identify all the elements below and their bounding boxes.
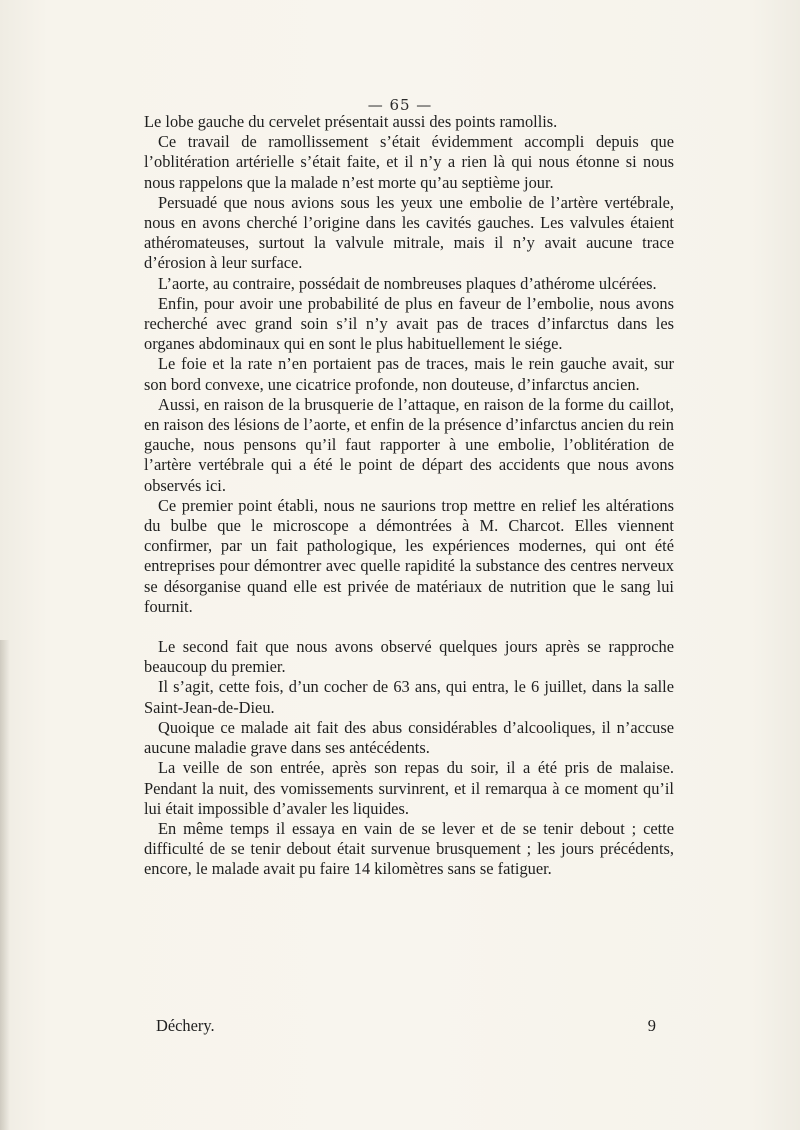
page-number: — 65 — (367, 96, 433, 114)
paragraph-alcohol-history: Quoique ce malade ait fait des abus considérables d’alcooliques, il n’accuse aucune maladie grave dans ses antécédents. (144, 717, 674, 758)
paragraph-liver-spleen: Le foie et la rate n’en portaient pas de traces, mais le rein gauche avait, sur son bord convexe, une cicatrice profonde, non douteuse, d’infarctus ancien. (144, 354, 674, 394)
paragraph-coachman: Il s’agit, cette fois, d’un cocher de 63 ans, qui entra, le 6 juillet, dans la salle Saint-Jean-de-Dieu. (144, 677, 674, 717)
paragraph-bulb-alterations: Ce premier point établi, nous ne saurions trop mettre en relief les altérations du bulbe que le microscope a démontrées à M. Charcot. Elles viennent confirmer, par un fait pathologique, les expériences modernes, qui ont été entreprises pour démontrer avec quelle rapidité la substance des centres nerveux se désorganise quand elle est privée de matériaux de nutrition que le sang lui fournit. (144, 495, 674, 616)
paragraph-infarctus-search: Enfin, pour avoir une probabilité de plus en faveur de l’embolie, nous avons recherché avec grand soin s’il n’y avait pas de traces d’infarctus dans les organes abdominaux qui en sont le plus habituellement le siége. (144, 293, 674, 354)
paragraph-aorta: L’aorte, au contraire, possédait de nombreuses plaques d’athérome ulcérées. (158, 273, 657, 293)
footer-author: Déchery. (156, 1016, 215, 1035)
paragraph-standing-difficulty: En même temps il essaya en vain de se lever et de se tenir debout ; cette difficulté de se tenir debout était survenue brusquement ; les jours précédents, encore, le malade avait pu faire 14 kilomètres sans se fatiguer. (144, 818, 674, 879)
body-text (144, 112, 674, 880)
paragraph-embolism-origin: Persuadé que nous avions sous les yeux une embolie de l’artère vertébrale, nous en avons cherché l’origine dans les cavités gauches. Les valvules étaient athéromateuses, surtout la valvule mitrale, mais il n’y avait aucune trace d’érosion à leur surface. (144, 192, 674, 273)
paragraph-second-case: Le second fait que nous avons observé quelques jours après se rapproche beaucoup du premier. (144, 637, 674, 677)
paragraph-cerebellum: Le lobe gauche du cervelet présentait aussi des points ramollis. (144, 112, 558, 131)
page-edge-shadow (0, 640, 10, 1130)
page-footer (156, 1016, 656, 1038)
footer-signature-mark: 9 (647, 1016, 656, 1035)
paragraph-conclusion-embolism: Aussi, en raison de la brusquerie de l’attaque, en raison de la forme du caillot, en raison des lésions de l’aorte, et enfin de la présence d’infarctus ancien du rein gauche, nous pensons qu’il faut rapporter à une embolie, l’oblitération de l’artère vertébrale qui a été le point de départ des accidents que nous avons observés ici. (144, 394, 674, 495)
paragraph-softening: Ce travail de ramollissement s’était évidemment accompli depuis que l’oblitération artérielle s’était faite, et il n’y a rien là qui nous étonne si nous nous rappelons que la malade n’est morte qu’au septième jour. (144, 132, 674, 192)
paragraph-malaise: La veille de son entrée, après son repas du soir, il a été pris de malaise. Pendant la nuit, des vomissements survinrent, et il remarqua à ce moment qu’il lui était impossible d’avaler les liquides. (144, 758, 674, 818)
